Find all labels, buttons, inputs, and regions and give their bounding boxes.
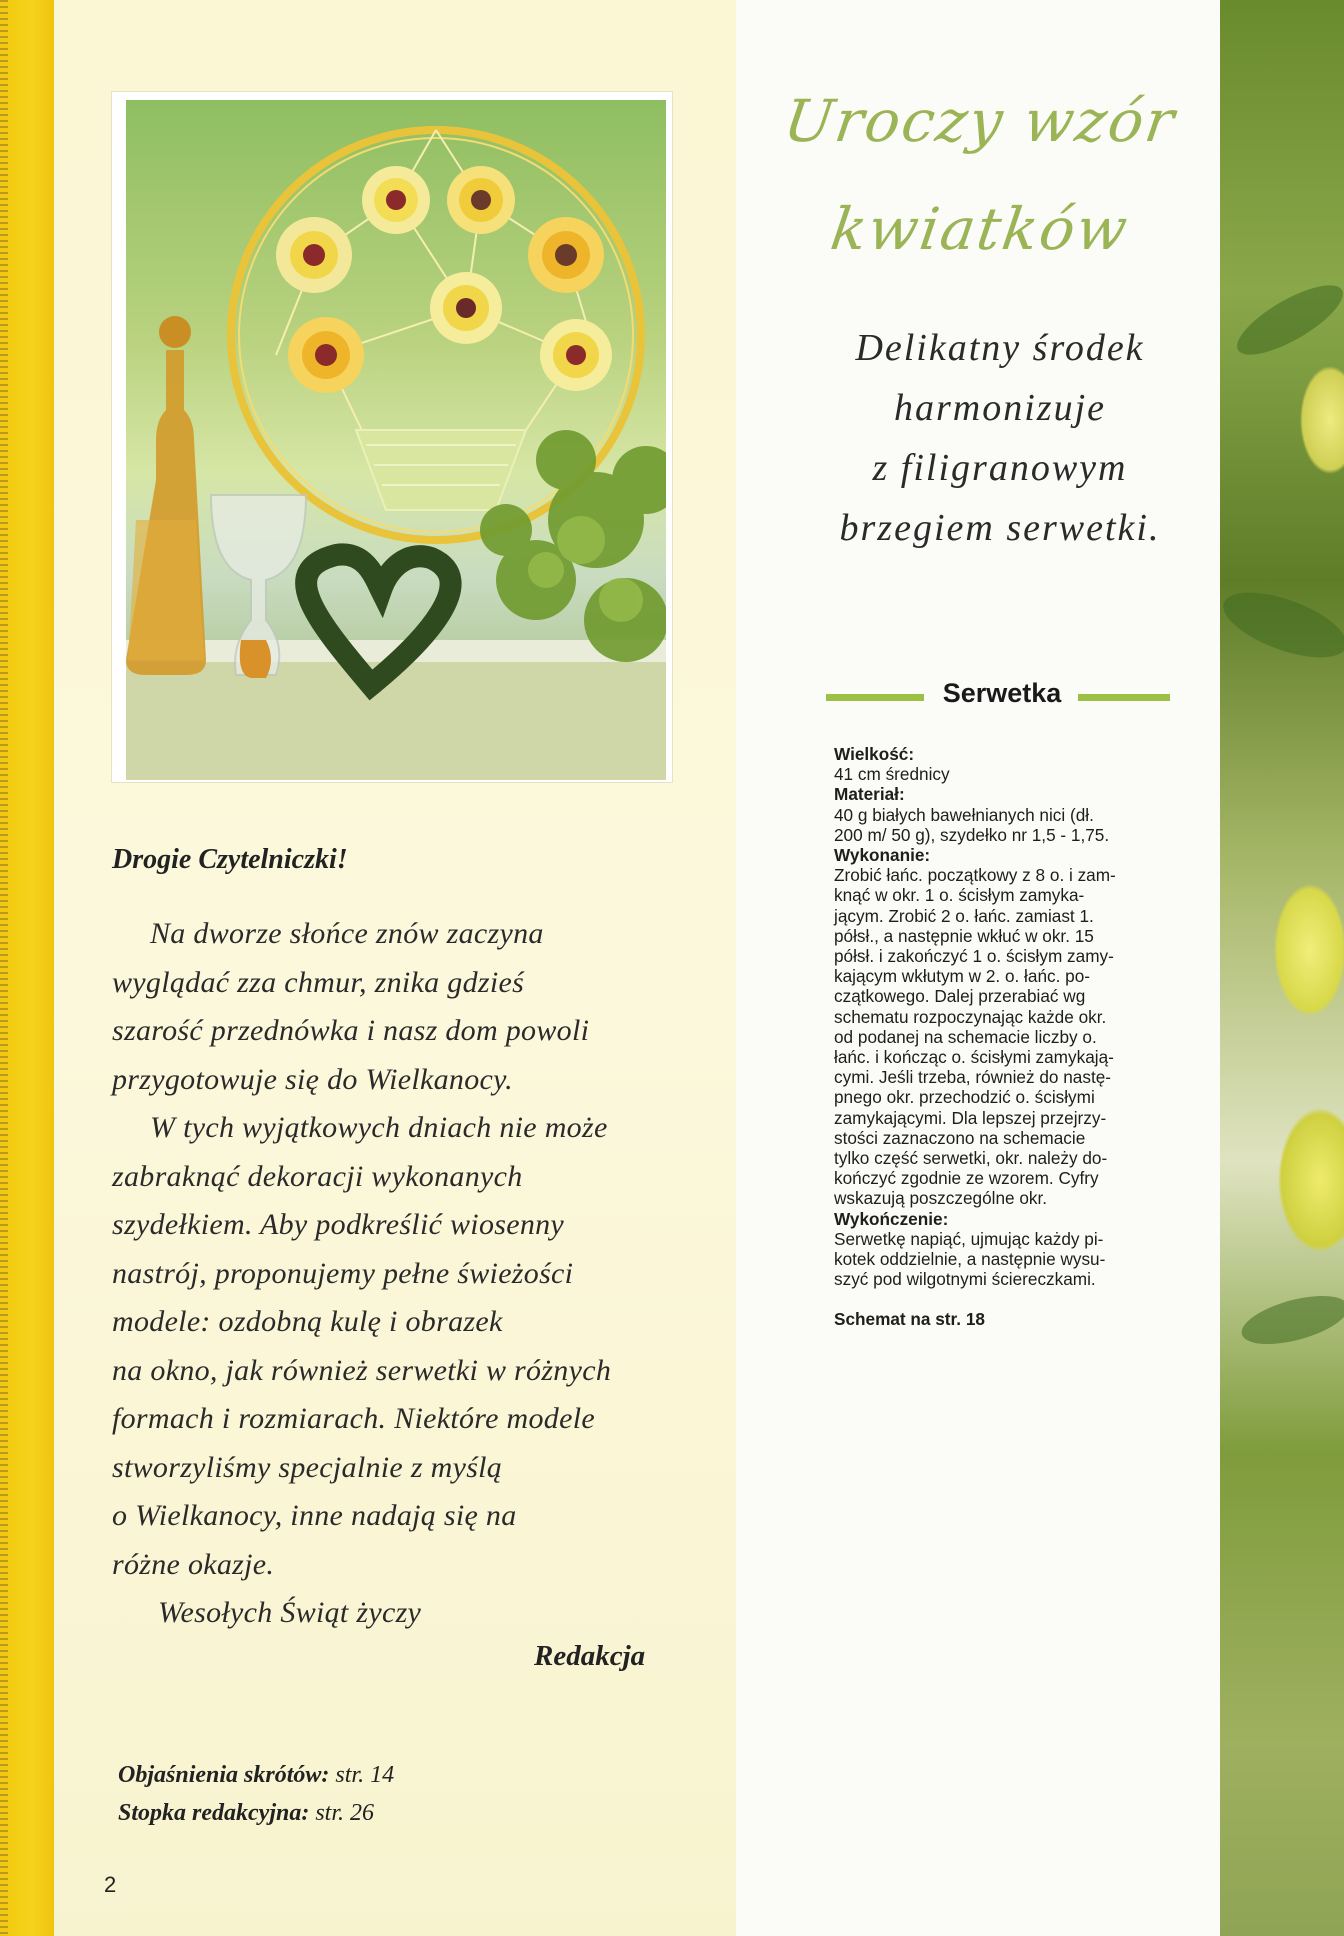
footnote-masthead xyxy=(118,1800,374,1827)
left-yellow-strip xyxy=(0,0,54,1936)
work-line: półsł. i zakończyć 1 o. ścisłym zamy- xyxy=(834,946,1114,967)
letter-body xyxy=(112,910,682,1638)
subtitle-line: z filigranowym xyxy=(872,447,1128,489)
letter-line: Wesołych Świąt życzy xyxy=(158,1596,422,1629)
letter-line: modele: ozdobną kulę i obrazek xyxy=(112,1305,503,1338)
letter-line: W tych wyjątkowych dniach nie może xyxy=(150,1111,608,1144)
letter-line: o Wielkanocy, inne nadają się na xyxy=(112,1499,517,1532)
letter-line: zabraknąć dekoracji wykonanych xyxy=(112,1159,523,1193)
crochet-hoop-photo xyxy=(126,100,666,780)
work-line: czątkowego. Dalej przerabiać wg xyxy=(834,986,1086,1007)
title-line-2: kwiatków xyxy=(826,195,1134,263)
material-line: 40 g białych bawełnianych nici (dł. xyxy=(834,804,1094,825)
letter-line: szydełkiem. Aby podkreślić wiosenny xyxy=(112,1208,565,1241)
footnote-label: Stopka redakcyjna: xyxy=(118,1800,310,1826)
work-line: stości zaznaczono na schemacie xyxy=(834,1127,1086,1148)
material-label: Materiał: xyxy=(834,784,905,805)
letter-line: szarość przednówka i nasz dom powoli xyxy=(112,1014,590,1047)
letter-line: na okno, jak również serwetki w różnych xyxy=(112,1353,612,1387)
letter-line: przygotowuje się do Wielkanocy. xyxy=(112,1062,513,1096)
schema-reference: Schemat na str. 18 xyxy=(834,1309,985,1330)
letter-signature: Redakcja xyxy=(534,1640,646,1672)
work-line: zamykającymi. Dla lepszej przejrzy- xyxy=(834,1107,1107,1128)
letter-line: nastrój, proponujemy pełne świeżości xyxy=(112,1256,574,1290)
section-label: Serwetka xyxy=(942,678,1062,708)
work-line: kającym wkłutym w 2. o. łańc. po- xyxy=(834,966,1090,987)
flower-group xyxy=(276,166,612,393)
work-line: od podanej na schemacie liczby o. xyxy=(834,1026,1097,1047)
footnote-value: str. 26 xyxy=(315,1800,375,1826)
heading-bar-left xyxy=(826,694,924,701)
finish-line: Serwetkę napiąć, ujmując każdy pi- xyxy=(834,1228,1104,1249)
work-line: wskazują poszczególne okr. xyxy=(834,1188,1048,1209)
letter-line: wyglądać zza chmur, znika gdzieś xyxy=(112,965,525,999)
work-line: cymi. Jeśli trzeba, również do nastę- xyxy=(834,1067,1112,1088)
work-line: kończyć zgodnie ze wzorem. Cyfry xyxy=(834,1168,1099,1189)
work-line: półsł., a następnie wkłuć w okr. 15 xyxy=(834,925,1094,946)
work-line: knąć w okr. 1 o. ścisłym zamyka- xyxy=(834,885,1085,906)
pattern-instructions xyxy=(834,744,1178,1330)
work-line: Zrobić łańc. początkowy z 8 o. i zam- xyxy=(834,865,1116,886)
work-line: pnego okr. przechodzić o. ścisłymi xyxy=(834,1087,1095,1108)
perforation-edge xyxy=(0,0,8,1936)
work-line: jącym. Zrobić 2 o. łańc. zamiast 1. xyxy=(834,905,1094,926)
letter-greeting: Drogie Czytelniczki! xyxy=(112,844,348,875)
work-line: schematu rozpoczynając każde okr. xyxy=(834,1006,1107,1027)
work-label: Wykonanie: xyxy=(834,845,931,866)
letter-line: różne okazje. xyxy=(112,1547,275,1581)
finish-line: szyć pod wilgotnymi ściereczkami. xyxy=(834,1269,1096,1290)
finish-label: Wykończenie: xyxy=(834,1208,949,1229)
size-value: 41 cm średnicy xyxy=(834,764,950,785)
material-line: 200 m/ 50 g), szydełko nr 1,5 - 1,75. xyxy=(834,824,1110,845)
tulip-photo-strip xyxy=(1220,0,1344,1936)
subtitle-line: harmonizuje xyxy=(894,387,1106,429)
crochet-hoop-illustration xyxy=(126,100,666,780)
subtitle-line: Delikatny środek xyxy=(855,327,1145,369)
footnote-abbreviations xyxy=(118,1762,394,1789)
heading-bar-right xyxy=(1078,694,1170,701)
page-number: 2 xyxy=(104,1872,117,1897)
title-line-1: Uroczy wzór xyxy=(779,87,1181,155)
letter-line: Na dworze słońce znów zaczyna xyxy=(150,917,544,950)
section-heading xyxy=(826,676,1170,716)
subtitle-line: brzegiem serwetki. xyxy=(839,507,1161,549)
finish-line: kotek oddzielnie, a następnie wysu- xyxy=(834,1249,1106,1270)
letter-line: formach i rozmiarach. Niektóre modele xyxy=(112,1402,595,1435)
size-label: Wielkość: xyxy=(834,744,915,764)
work-line: tylko część serwetki, okr. należy do- xyxy=(834,1148,1108,1169)
footnote-label: Objaśnienia skrótów: xyxy=(118,1762,330,1788)
footnote-value: str. 14 xyxy=(335,1762,395,1788)
subtitle xyxy=(780,318,1220,558)
work-line: łańc. i kończąc o. ścisłymi zamykają- xyxy=(834,1047,1114,1068)
letter-line: stworzyliśmy specjalnie z myślą xyxy=(112,1450,503,1484)
